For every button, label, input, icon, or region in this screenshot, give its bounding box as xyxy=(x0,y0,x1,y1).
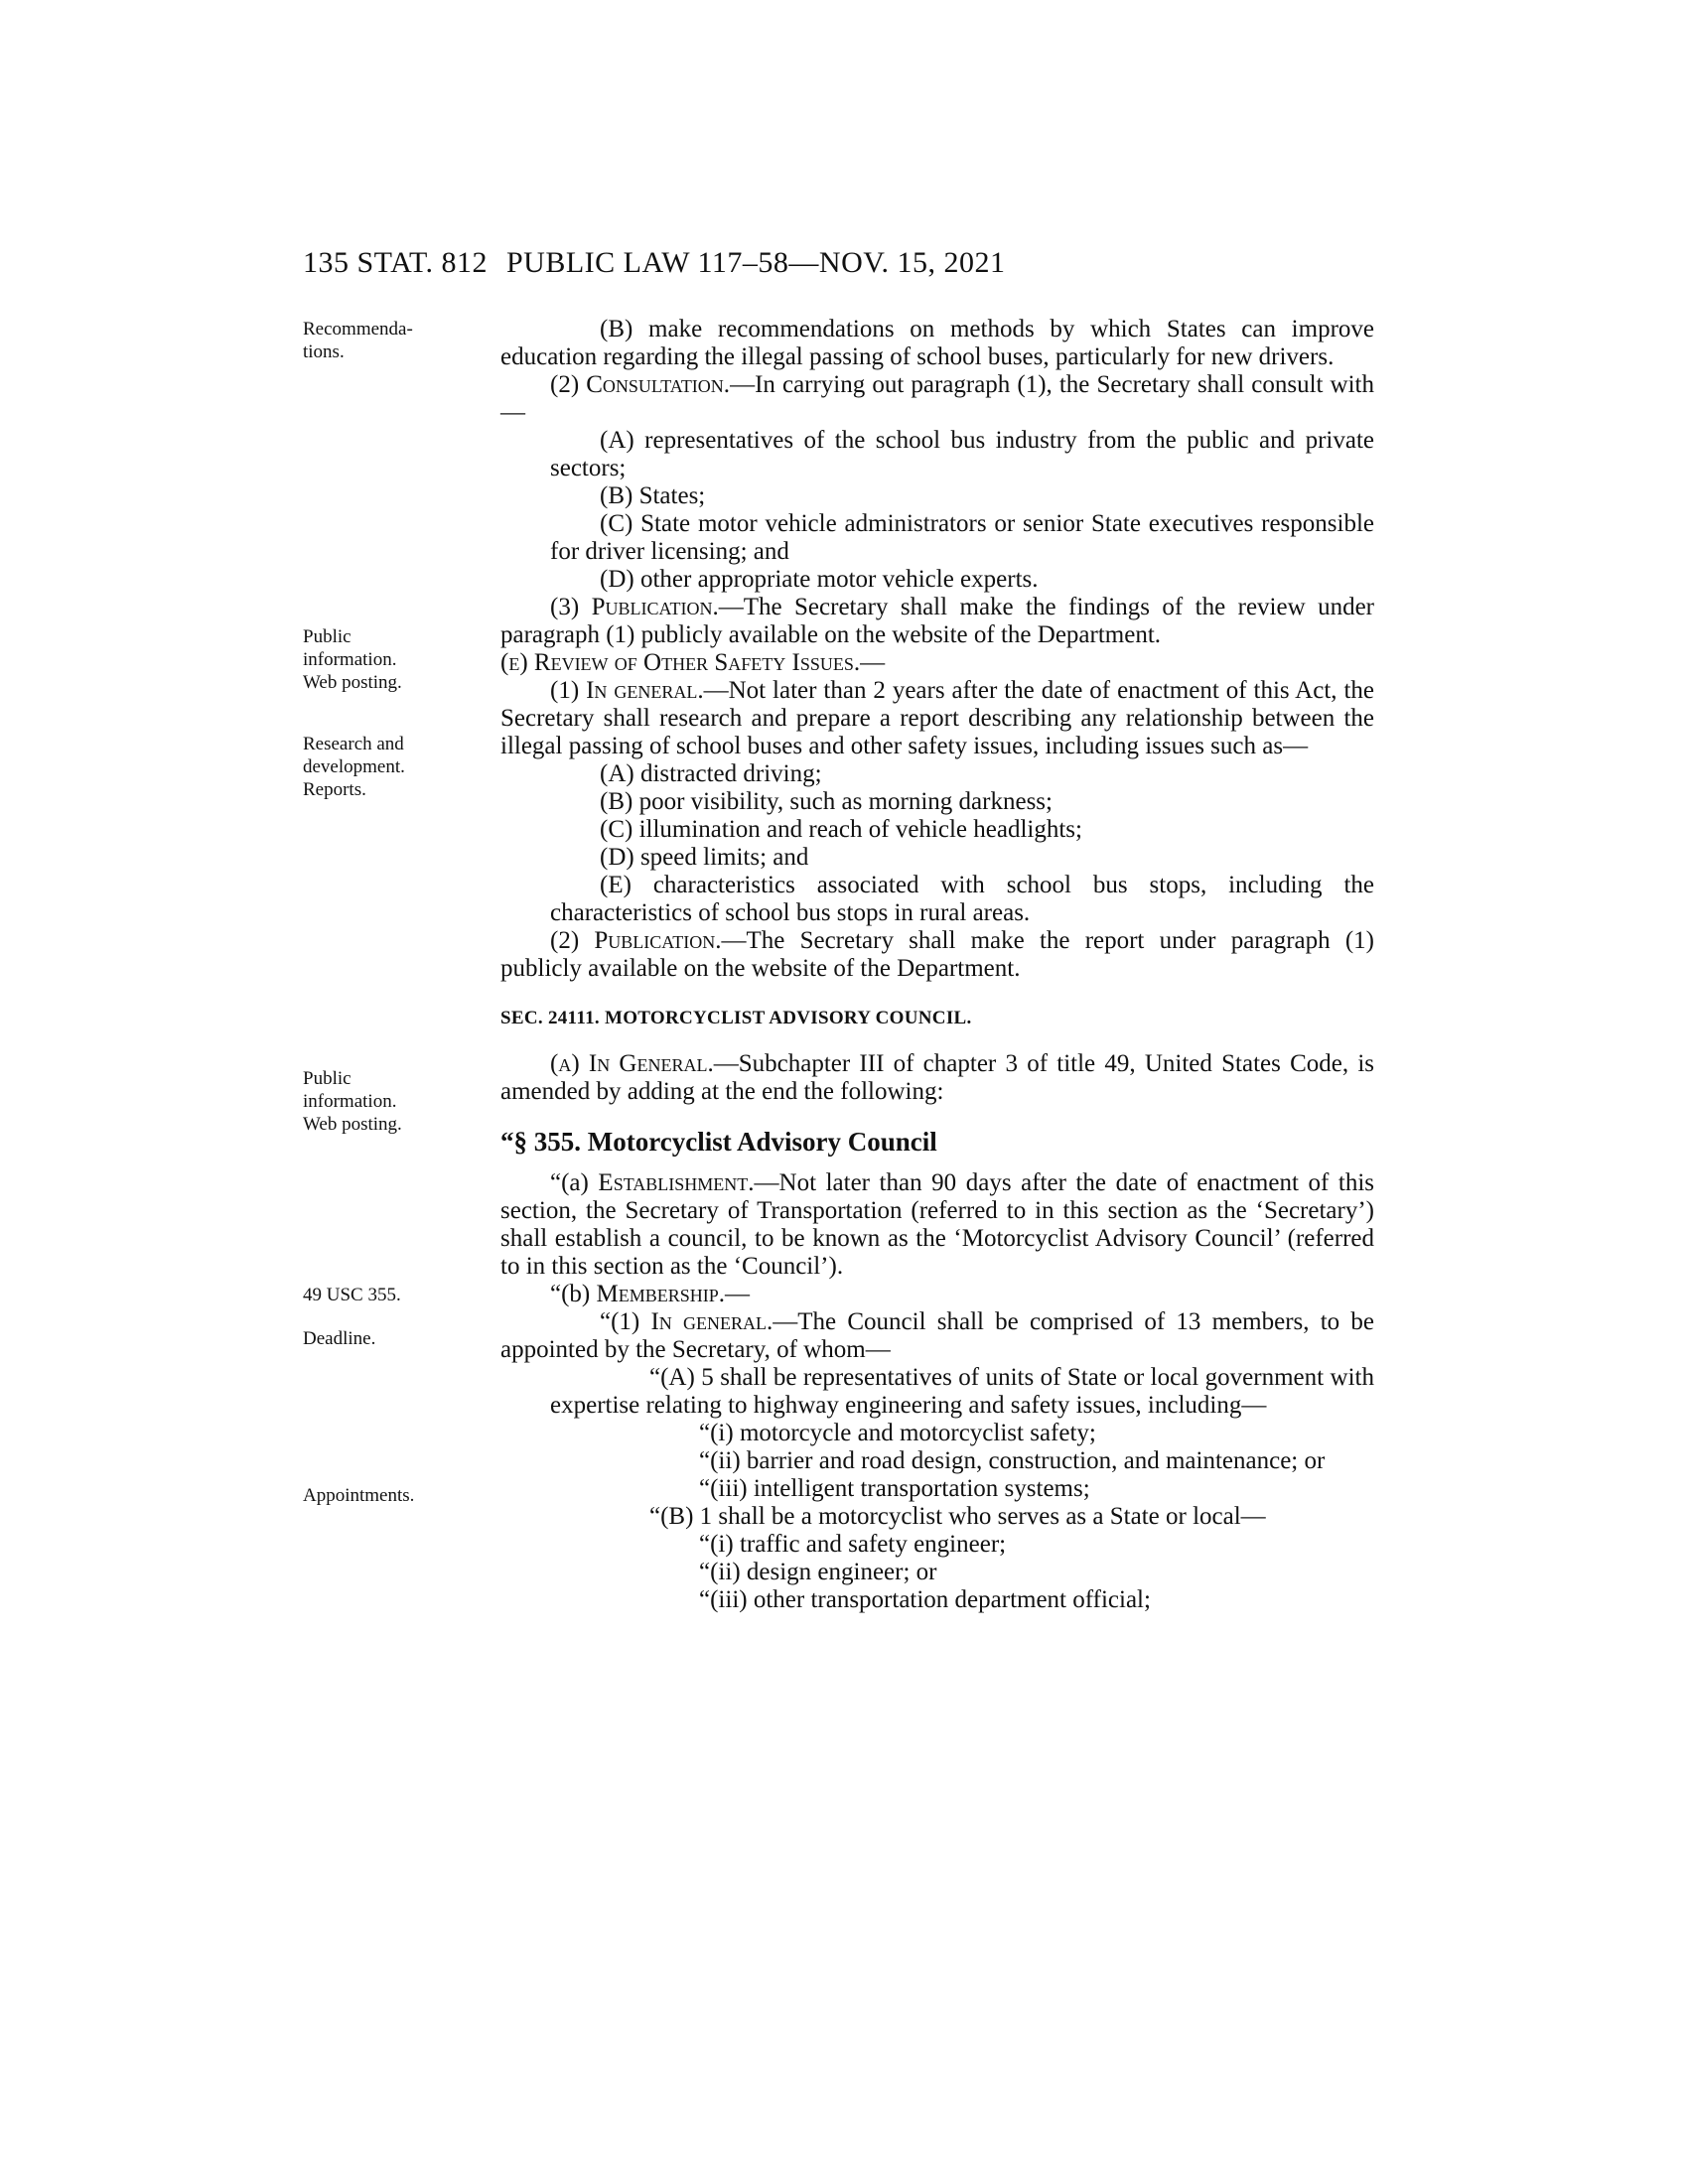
paragraph-text: — xyxy=(725,1281,751,1307)
paragraph-2c: (C) State motor vehicle administrators or senior State executives responsible for driver licensing; and xyxy=(550,510,1374,565)
paragraph-label: (1) In general. xyxy=(550,677,704,704)
paragraph-b-recommendations: (B) make recommendations on methods by which States can improve education regarding the illegal passing of school buses, particularly for new drivers. xyxy=(500,316,1374,370)
paragraph-text: — xyxy=(860,649,886,676)
paragraph-e1e: (E) characteristics associated with school bus stops, including the characteristics of school bus stops in rural areas. xyxy=(550,872,1374,926)
document-body xyxy=(500,316,1374,1614)
margin-note-usc: 49 USC 355. xyxy=(303,1285,401,1305)
margin-note-recommendations: Recommenda- tions. xyxy=(303,319,413,362)
paragraph-e1d: (D) speed limits; and xyxy=(600,844,809,871)
paragraph-label: (e) Review of Other Safety Issues. xyxy=(500,649,861,676)
page-id: 135 STAT. 812 xyxy=(303,246,489,279)
quoted-paragraph-a-establishment: “(a) Establishment.—Not later than 90 days after the date of enactment of this section, the Secretary of Transportation (referred to in this section as the ‘Secretary’) shall establish a council, to be known as the ‘Motorcyclist Advisory Council’ (referred to in this section as the ‘Council’). xyxy=(500,1169,1374,1280)
paragraph-2-consultation xyxy=(500,371,1374,427)
paragraph-label: Membership. xyxy=(596,1281,726,1307)
quoted-paragraph-b1b: “(B) 1 shall be a motorcyclist who serves as a State or local— xyxy=(649,1503,1266,1530)
paragraph-text: —The Secretary shall make the report under paragraph (1) publicly available on the website of the Department. xyxy=(500,927,1375,982)
quoted-paragraph-b1a: “(A) 5 shall be representatives of units of State or local government with expertise relating to highway engineering and safety issues, including— xyxy=(550,1364,1374,1419)
margin-note-appointments: Appointments. xyxy=(303,1485,415,1506)
running-title: PUBLIC LAW 117–58—NOV. 15, 2021 xyxy=(506,246,1006,279)
quoted-paragraph-b-membership: “(b) Membership.— xyxy=(550,1281,751,1307)
page-header xyxy=(0,246,1688,286)
paragraph-e1-in-general xyxy=(500,677,1374,760)
paragraph-text: —Not later than 90 days after the date of enactment of this section, the Secretary of Transportation (referred to in this section as the ‘Secretary’) shall establish a council, to be known as the ‘Motorcyclist Advisory Council’ (referred to in this section as the ‘Council’). xyxy=(500,1169,1374,1280)
paragraph-2a: (A) representatives of the school bus industry from the public and private sectors; xyxy=(550,427,1374,481)
margin-note-research: Research and development. Reports. xyxy=(303,734,405,800)
paragraph-e1a: (A) distracted driving; xyxy=(600,760,822,787)
paragraph-label: In general. xyxy=(650,1308,774,1335)
paragraph-label: (a) In General. xyxy=(550,1050,714,1077)
paragraph-label: (2) Consultation. xyxy=(550,371,731,398)
quoted-paragraph-b1a-ii: “(ii) barrier and road design, construction, and maintenance; or xyxy=(699,1447,1326,1474)
paragraph-2d: (D) other appropriate motor vehicle experts. xyxy=(600,566,1039,593)
paragraph-text: —Subchapter III of chapter 3 of title 49, United States Code, is amended by adding at the end the following: xyxy=(500,1050,1374,1105)
margin-note-public-information-2: Public information. Web posting. xyxy=(303,1068,402,1135)
paragraph-e2-publication xyxy=(500,927,1374,983)
margin-notes xyxy=(303,0,501,2184)
subsection-heading: “§ 355. Motorcyclist Advisory Council xyxy=(500,1127,937,1157)
paragraph-label: (3) Publication. xyxy=(550,594,719,620)
paragraph-label: (2) Publication. xyxy=(550,927,722,954)
margin-note-deadline: Deadline. xyxy=(303,1328,376,1349)
paragraph-text: —The Secretary shall make the findings of the review under paragraph (1) publicly available on the website of the Department. xyxy=(500,594,1375,648)
quoted-paragraph-b1b-iii: “(iii) other transportation department official; xyxy=(699,1586,1151,1613)
paragraph-e1b: (B) poor visibility, such as morning darkness; xyxy=(600,788,1053,815)
quoted-paragraph-b1: “(1) In general.—The Council shall be comprised of 13 members, to be appointed by the Secretary, of whom— xyxy=(500,1308,1374,1363)
paragraph-3-publication xyxy=(500,594,1374,649)
paragraph-text: —The Council shall be comprised of 13 members, to be appointed by the Secretary, of whom— xyxy=(500,1308,1374,1363)
paragraph-text: —Not later than 2 years after the date of enactment of this Act, the Secretary shall research and prepare a report describing any relationship between the illegal passing of school buses and other safety issues, including issues such as— xyxy=(500,677,1375,759)
section-heading: SEC. 24111. MOTORCYCLIST ADVISORY COUNCIL. xyxy=(500,1008,972,1028)
paragraph-e1c: (C) illumination and reach of vehicle headlights; xyxy=(600,816,1082,843)
quoted-paragraph-b1b-i: “(i) traffic and safety engineer; xyxy=(699,1531,1007,1558)
quoted-paragraph-b1b-ii: “(ii) design engineer; or xyxy=(699,1559,937,1585)
margin-note-public-information: Public information. Web posting. xyxy=(303,626,402,693)
paragraph-2b: (B) States; xyxy=(600,482,706,509)
quoted-paragraph-b1a-iii: “(iii) intelligent transportation systems; xyxy=(699,1475,1090,1502)
paragraph-e-review xyxy=(500,649,1374,677)
paragraph-text: —In carrying out paragraph (1), the Secretary shall consult with— xyxy=(500,371,1374,426)
paragraph-label: Establishment. xyxy=(598,1169,755,1196)
paragraph-a-in-general xyxy=(500,1050,1374,1106)
quoted-paragraph-b1a-i: “(i) motorcycle and motorcyclist safety; xyxy=(699,1420,1096,1446)
